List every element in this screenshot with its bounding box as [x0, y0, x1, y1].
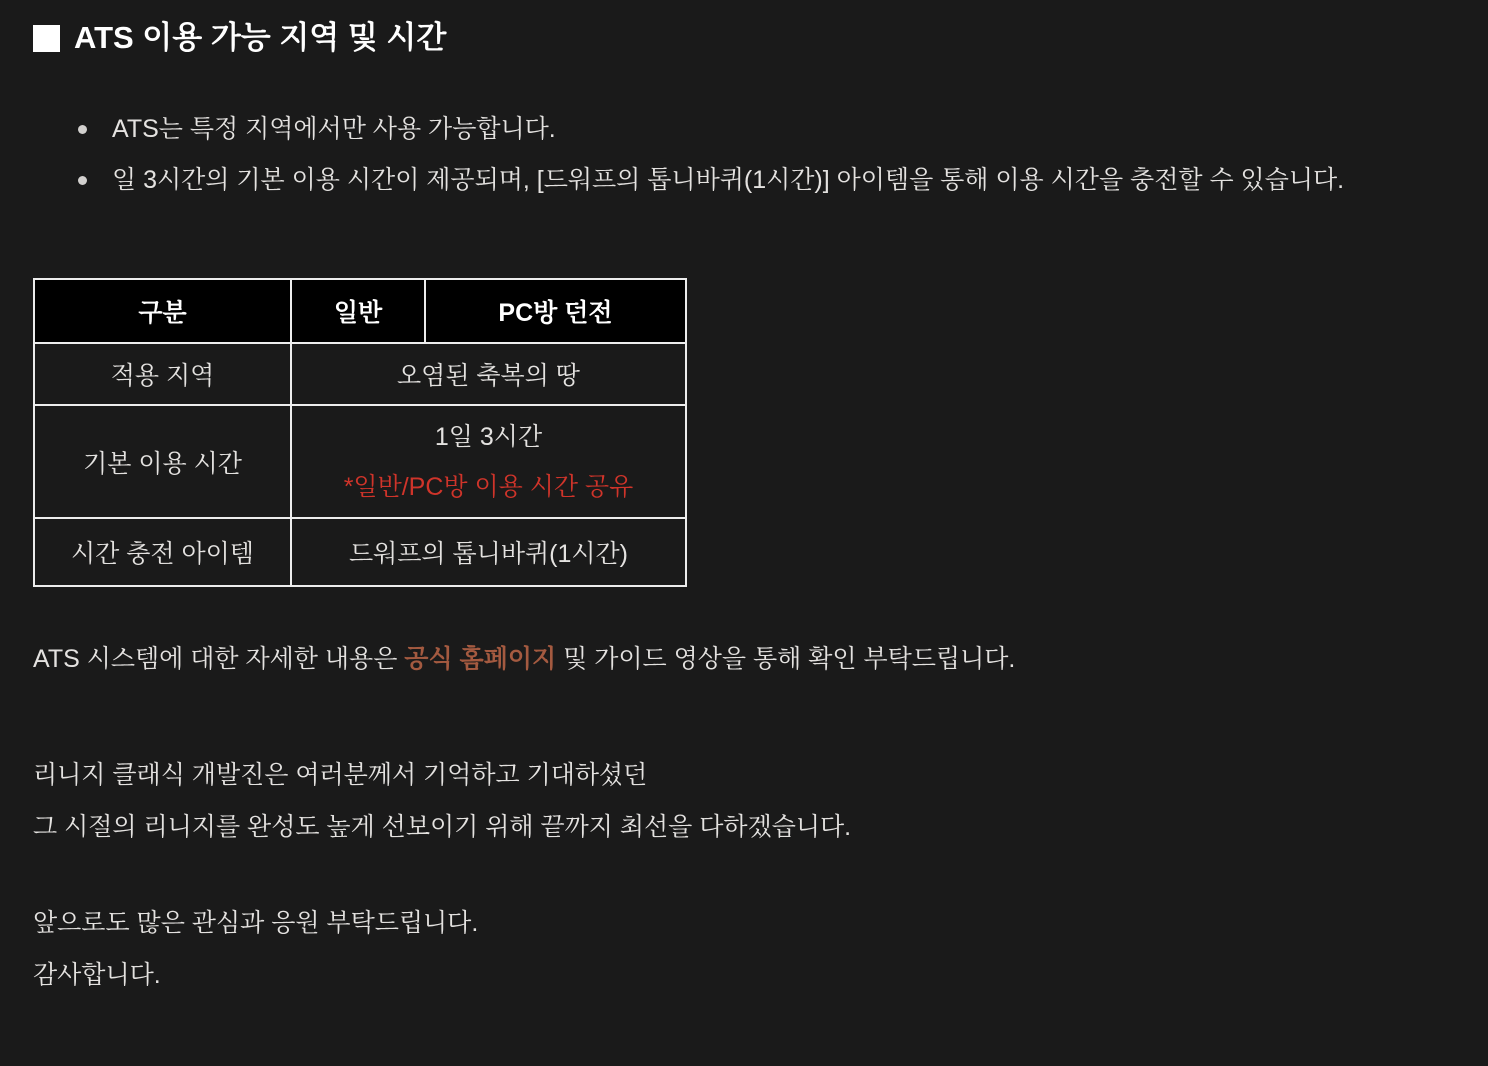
row-label-recharge-item: 시간 충전 아이템	[34, 518, 291, 586]
ats-usage-table	[33, 278, 687, 587]
row-value-recharge-item: 드워프의 톱니바퀴(1시간)	[291, 518, 686, 586]
base-time-value: 1일 3시간	[434, 422, 543, 451]
bullet-list	[33, 104, 1458, 206]
table-row	[34, 405, 686, 518]
bullet-text: ATS는 특정 지역에서만 사용 가능합니다.	[112, 115, 556, 143]
table-header-category: 구분	[34, 279, 291, 343]
section-title	[33, 20, 1458, 56]
table-row	[34, 518, 686, 586]
farewell-paragraph	[33, 897, 1458, 1001]
farewell-line: 앞으로도 많은 관심과 응원 부탁드립니다.	[33, 909, 479, 937]
closing-line: 리니지 클래식 개발진은 여러분께서 기억하고 기대하셨던	[33, 761, 648, 789]
section-title-text: ATS 이용 가능 지역 및 시간	[74, 20, 447, 55]
row-value-base-time	[291, 405, 686, 518]
bullet-text: 일 3시간의 기본 이용 시간이 제공되며, [드워프의 톱니바퀴(1시간)] 아이템을 통해 이용 시간을 충전할 수 있습니다.	[112, 166, 1345, 194]
table-row	[34, 343, 686, 405]
row-value-region: 오염된 축복의 땅	[291, 343, 686, 405]
farewell-line: 감사합니다.	[33, 961, 161, 989]
row-label-base-time: 기본 이용 시간	[34, 405, 291, 518]
table-header-pcroom-dungeon: PC방 던전	[425, 279, 686, 343]
table-header-row	[34, 279, 686, 343]
table-header-normal: 일반	[291, 279, 425, 343]
closing-paragraph	[33, 749, 1458, 853]
list-item	[33, 104, 1458, 155]
closing-line: 그 시절의 리니지를 완성도 높게 선보이기 위해 끝까지 최선을 다하겠습니다.	[33, 813, 852, 841]
info-prefix: ATS 시스템에 대한 자세한 내용은	[33, 645, 405, 673]
list-item	[33, 155, 1458, 206]
info-paragraph	[33, 633, 1458, 685]
base-time-note: *일반/PC방 이용 시간 공유	[343, 472, 634, 501]
official-homepage-link[interactable]: 공식 홈페이지	[404, 645, 557, 673]
info-suffix: 및 가이드 영상을 통해 확인 부탁드립니다.	[556, 645, 1016, 673]
row-label-region: 적용 지역	[34, 343, 291, 405]
square-bullet-icon	[33, 25, 60, 52]
